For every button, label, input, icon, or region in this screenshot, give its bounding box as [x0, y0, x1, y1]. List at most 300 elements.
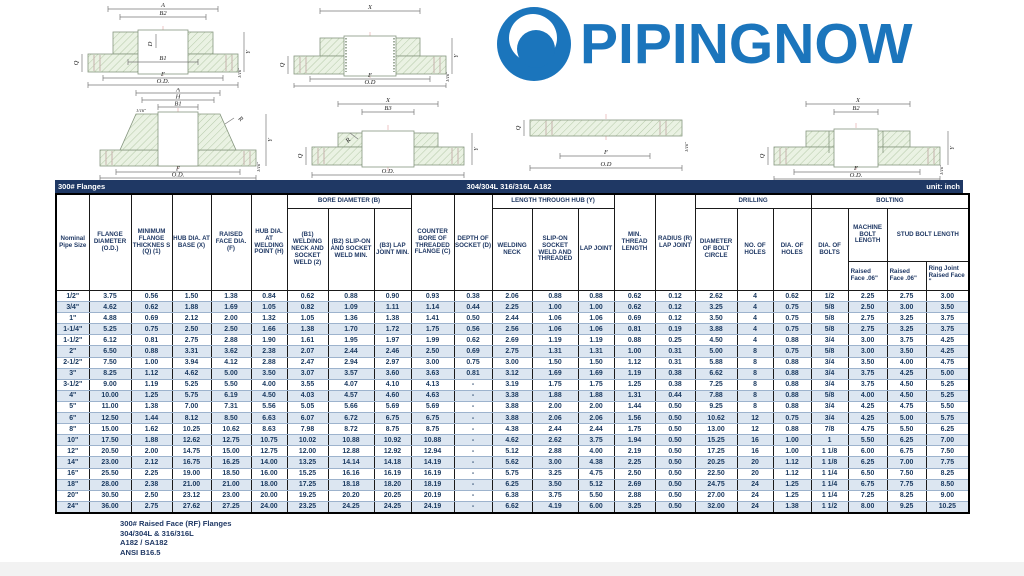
value-cell: 3.00: [887, 302, 926, 313]
value-cell: 2.25: [131, 468, 172, 479]
value-cell: 2.44: [532, 424, 578, 435]
value-cell: 1.00: [614, 346, 655, 357]
value-cell: 8: [737, 390, 773, 401]
value-cell: 1.36: [328, 313, 374, 324]
dim-label: B3: [384, 105, 392, 112]
value-cell: 3.75: [532, 490, 578, 501]
dimension-table: [55, 193, 970, 514]
value-cell: 16.00: [251, 468, 287, 479]
value-cell: 7.98: [287, 424, 328, 435]
value-cell: 0.82: [287, 302, 328, 313]
value-cell: 10.02: [287, 435, 328, 446]
value-cell: 4.19: [532, 501, 578, 513]
value-cell: 7.50: [887, 468, 926, 479]
value-cell: 7.00: [887, 457, 926, 468]
value-cell: 3.75: [578, 435, 614, 446]
value-cell: 0.31: [655, 346, 695, 357]
value-cell: 6.75: [848, 479, 887, 490]
value-cell: 8.63: [251, 424, 287, 435]
value-cell: 2.06: [532, 413, 578, 424]
table-row: [56, 324, 969, 335]
value-cell: 2.75: [131, 501, 172, 513]
value-cell: 2.06: [492, 291, 532, 302]
value-cell: 6.50: [848, 468, 887, 479]
value-cell: 27.62: [172, 501, 211, 513]
value-cell: 3.88: [492, 401, 532, 412]
col-header-dia-holes: DIA. OF HOLES: [773, 209, 811, 291]
value-cell: 24: [737, 479, 773, 490]
value-cell: 3.07: [287, 368, 328, 379]
value-cell: 1.25: [773, 490, 811, 501]
table-row: [56, 390, 969, 401]
table-row: [56, 368, 969, 379]
value-cell: 2.50: [411, 346, 454, 357]
value-cell: 18.00: [251, 479, 287, 490]
value-cell: 3.75: [89, 291, 131, 302]
value-cell: 2.25: [848, 291, 887, 302]
value-cell: 22.50: [695, 468, 737, 479]
flange-dimension-table: [55, 180, 963, 514]
value-cell: 5.00: [695, 346, 737, 357]
col-header-counter-bore: COUNTER BORE OF THREADED FLANGE (C): [411, 194, 454, 291]
value-cell: 4.75: [887, 401, 926, 412]
value-cell: 2.25: [492, 302, 532, 313]
value-cell: 10.25: [172, 424, 211, 435]
value-cell: 4.25: [848, 413, 887, 424]
value-cell: 3.25: [614, 501, 655, 513]
value-cell: 1 1/4: [811, 479, 848, 490]
value-cell: 0.88: [773, 357, 811, 368]
value-cell: 1.12: [773, 457, 811, 468]
value-cell: 7.00: [172, 401, 211, 412]
value-cell: 0.62: [614, 291, 655, 302]
col-header-hub-base: HUB DIA. AT BASE (X): [172, 194, 211, 291]
blind-flange-drawing: [502, 108, 702, 180]
value-cell: 1.00: [773, 446, 811, 457]
value-cell: 1 1/2: [811, 501, 848, 513]
value-cell: 15.00: [89, 424, 131, 435]
value-cell: 0.44: [454, 302, 492, 313]
pipe-size-cell: 4": [56, 390, 89, 401]
pipe-size-cell: 8": [56, 424, 89, 435]
value-cell: 3.31: [172, 346, 211, 357]
pipe-size-cell: 10": [56, 435, 89, 446]
table-row: [56, 435, 969, 446]
value-cell: 5.75: [172, 390, 211, 401]
value-cell: 0.88: [532, 291, 578, 302]
value-cell: 3.50: [532, 479, 578, 490]
value-cell: -: [454, 479, 492, 490]
value-cell: 1 1/4: [811, 468, 848, 479]
value-cell: 2.50: [848, 302, 887, 313]
value-cell: 0.62: [131, 302, 172, 313]
col-header-dia-bolts: DIA. OF BOLTS: [811, 209, 848, 291]
value-cell: 4.50: [887, 390, 926, 401]
value-cell: 2.44: [328, 346, 374, 357]
value-cell: 4.25: [848, 401, 887, 412]
footnote-line: 304/304L & 316/316L: [120, 528, 194, 538]
value-cell: 1.25: [773, 479, 811, 490]
value-cell: 0.19: [655, 324, 695, 335]
dim-label: F: [604, 149, 608, 156]
value-cell: 8: [737, 401, 773, 412]
value-cell: 17.25: [695, 446, 737, 457]
dim-label: R: [236, 115, 245, 124]
value-cell: 4: [737, 324, 773, 335]
pipe-size-cell: 14": [56, 457, 89, 468]
value-cell: 4: [737, 313, 773, 324]
value-cell: 1.90: [251, 335, 287, 346]
value-cell: 1.25: [131, 390, 172, 401]
value-cell: 0.69: [614, 313, 655, 324]
value-cell: 1.41: [411, 313, 454, 324]
value-cell: 0.88: [773, 379, 811, 390]
value-cell: 1.72: [374, 324, 411, 335]
value-cell: 13.25: [287, 457, 328, 468]
value-cell: 23.25: [287, 501, 328, 513]
value-cell: 6.50: [89, 346, 131, 357]
value-cell: -: [454, 435, 492, 446]
value-cell: 0.75: [773, 346, 811, 357]
value-cell: 28.00: [89, 479, 131, 490]
pipingnow-logo-icon: [494, 4, 574, 84]
value-cell: 1.38: [211, 291, 251, 302]
value-cell: 0.12: [655, 291, 695, 302]
value-cell: 5/8: [811, 302, 848, 313]
value-cell: 27.00: [695, 490, 737, 501]
value-cell: 0.75: [773, 313, 811, 324]
value-cell: 8: [737, 346, 773, 357]
dim-label: Y: [453, 54, 460, 58]
dim-label: X: [856, 97, 860, 104]
value-cell: 24: [737, 501, 773, 513]
value-cell: 0.62: [287, 291, 328, 302]
value-cell: 1.70: [328, 324, 374, 335]
value-cell: 3.50: [251, 368, 287, 379]
group-header-bolting: BOLTING: [811, 194, 969, 209]
table-row: [56, 335, 969, 346]
value-cell: 1.38: [773, 501, 811, 513]
value-cell: 15.00: [211, 446, 251, 457]
value-cell: 5.12: [578, 479, 614, 490]
value-cell: 18.50: [211, 468, 251, 479]
value-cell: 2.38: [251, 346, 287, 357]
value-cell: 8.50: [926, 479, 969, 490]
value-cell: 4.00: [848, 390, 887, 401]
value-cell: 8.00: [848, 501, 887, 513]
value-cell: 1.69: [532, 368, 578, 379]
value-cell: 4.38: [578, 457, 614, 468]
value-cell: 4.38: [492, 424, 532, 435]
pipe-size-cell: 3-1/2": [56, 379, 89, 390]
value-cell: 5.56: [251, 401, 287, 412]
value-cell: 5.88: [695, 357, 737, 368]
value-cell: 4.25: [887, 368, 926, 379]
value-cell: 2.75: [848, 313, 887, 324]
value-cell: 10.00: [89, 390, 131, 401]
value-cell: 4: [737, 335, 773, 346]
value-cell: 5.00: [887, 413, 926, 424]
value-cell: 9.00: [89, 379, 131, 390]
value-cell: 2.00: [532, 401, 578, 412]
col-header-pipe-size: Nominal Pipe Size: [56, 194, 89, 291]
value-cell: 4.00: [251, 379, 287, 390]
value-cell: 2.88: [251, 357, 287, 368]
value-cell: 8: [737, 379, 773, 390]
value-cell: 10.88: [328, 435, 374, 446]
value-cell: 0.84: [251, 291, 287, 302]
col-header-od: FLANGE DIAMETER (O.D.): [89, 194, 131, 291]
pipe-size-cell: 2-1/2": [56, 357, 89, 368]
socket-weld-flange-drawing: [742, 95, 970, 180]
pipingnow-logo-text: PIPINGNOW: [580, 12, 913, 76]
value-cell: 8.25: [926, 468, 969, 479]
dim-label: Q: [279, 62, 286, 68]
table-row: [56, 401, 969, 412]
value-cell: 6.75: [887, 446, 926, 457]
value-cell: 10.75: [251, 435, 287, 446]
value-cell: 2.46: [374, 346, 411, 357]
value-cell: 0.93: [411, 291, 454, 302]
value-cell: 2.56: [492, 324, 532, 335]
value-cell: 6.75: [374, 413, 411, 424]
value-cell: 1.95: [328, 335, 374, 346]
pipe-size-cell: 12": [56, 446, 89, 457]
value-cell: 3.62: [211, 346, 251, 357]
group-header-hub-length: LENGTH THROUGH HUB (Y): [492, 194, 614, 209]
dim-label: X: [368, 4, 372, 11]
value-cell: 1.14: [411, 302, 454, 313]
value-cell: 20.50: [89, 446, 131, 457]
value-cell: 1.09: [328, 302, 374, 313]
value-cell: 8: [737, 368, 773, 379]
value-cell: 2.75: [887, 291, 926, 302]
dim-label: B1: [159, 55, 167, 62]
value-cell: 0.81: [131, 335, 172, 346]
value-cell: 0.50: [655, 468, 695, 479]
value-cell: 1.05: [287, 313, 328, 324]
dim-label: B1: [174, 100, 182, 108]
value-cell: 25.50: [89, 468, 131, 479]
pipingnow-logo: [494, 4, 913, 84]
value-cell: 3.63: [411, 368, 454, 379]
dim-label: O.D: [600, 161, 612, 168]
value-cell: 0.38: [655, 379, 695, 390]
value-cell: 0.88: [578, 291, 614, 302]
value-cell: 8: [737, 357, 773, 368]
value-cell: 13.00: [695, 424, 737, 435]
value-cell: 20.00: [251, 490, 287, 501]
dim-label: Y: [267, 138, 274, 142]
value-cell: 1.31: [578, 346, 614, 357]
col-header-b3: (B3) LAP JOINT MIN.: [374, 209, 411, 291]
value-cell: 0.38: [454, 291, 492, 302]
value-cell: 1 1/4: [811, 490, 848, 501]
value-cell: 16.16: [328, 468, 374, 479]
value-cell: 5.69: [411, 401, 454, 412]
table-row: [56, 357, 969, 368]
value-cell: 0.50: [655, 446, 695, 457]
col-header-raised-face: RAISED FACE DIA. (F): [211, 194, 251, 291]
value-cell: 4.62: [89, 302, 131, 313]
value-cell: 1: [811, 435, 848, 446]
value-cell: 4.03: [287, 390, 328, 401]
value-cell: 0.25: [655, 335, 695, 346]
value-cell: 3.12: [492, 368, 532, 379]
value-cell: 5.05: [287, 401, 328, 412]
value-cell: 8.75: [374, 424, 411, 435]
value-cell: 3.00: [848, 335, 887, 346]
value-cell: 1 1/8: [811, 457, 848, 468]
value-cell: 12.94: [411, 446, 454, 457]
col-header-machine-bolt: MACHINE BOLT LENGTH: [848, 209, 887, 262]
group-header-drilling: DRILLING: [695, 194, 811, 209]
value-cell: 0.88: [773, 390, 811, 401]
value-cell: 8.25: [887, 490, 926, 501]
value-cell: 2.00: [211, 313, 251, 324]
value-cell: 1.00: [578, 302, 614, 313]
value-cell: 4.50: [251, 390, 287, 401]
value-cell: 4.00: [887, 357, 926, 368]
pipe-size-cell: 3/4": [56, 302, 89, 313]
value-cell: 6.38: [492, 490, 532, 501]
value-cell: 1.19: [131, 379, 172, 390]
col-header-lap-joint: LAP JOINT: [578, 209, 614, 291]
value-cell: 6.75: [411, 413, 454, 424]
value-cell: 3.25: [532, 468, 578, 479]
value-cell: 5.75: [492, 468, 532, 479]
value-cell: 17.25: [287, 479, 328, 490]
col-header-stud-ring: Ring Joint Raised Face ": [926, 262, 969, 291]
pipe-size-cell: 5": [56, 401, 89, 412]
value-cell: 0.88: [614, 335, 655, 346]
dim-label: B2: [159, 10, 167, 17]
table-row: [56, 413, 969, 424]
value-cell: 1.94: [614, 435, 655, 446]
dim-label: X: [386, 97, 390, 104]
table-row: [56, 490, 969, 501]
value-cell: 5.00: [926, 368, 969, 379]
pipe-size-cell: 1-1/2": [56, 335, 89, 346]
value-cell: 2.94: [328, 357, 374, 368]
dim-label: A: [161, 2, 165, 9]
table-row: [56, 479, 969, 490]
value-cell: 1.50: [578, 357, 614, 368]
value-cell: 3/4: [811, 368, 848, 379]
value-cell: 1.50: [532, 357, 578, 368]
value-cell: 2.47: [287, 357, 328, 368]
value-cell: 20.20: [328, 490, 374, 501]
col-header-slip-on: SLIP-ON SOCKET WELD AND THREADED: [532, 209, 578, 291]
value-cell: 2.12: [131, 457, 172, 468]
value-cell: 2.19: [614, 446, 655, 457]
pipe-size-cell: 16": [56, 468, 89, 479]
value-cell: 1.05: [251, 302, 287, 313]
value-cell: 3.19: [492, 379, 532, 390]
dim-label: D: [147, 41, 154, 47]
value-cell: 10.62: [695, 413, 737, 424]
value-cell: 7.25: [848, 490, 887, 501]
value-cell: 14.75: [172, 446, 211, 457]
value-cell: 0.50: [655, 490, 695, 501]
value-cell: 7.50: [89, 357, 131, 368]
value-cell: 5.25: [926, 379, 969, 390]
value-cell: 1.19: [614, 368, 655, 379]
table-material: 304/304L 316/316L A182: [466, 182, 552, 191]
value-cell: 8.50: [211, 413, 251, 424]
table-row: [56, 379, 969, 390]
col-header-stud-bolt: STUD BOLT LENGTH: [887, 209, 969, 262]
value-cell: 2.50: [131, 490, 172, 501]
footnote-line: 300# Raised Face (RF) Flanges: [120, 519, 232, 528]
value-cell: 3.57: [328, 368, 374, 379]
value-cell: 0.50: [655, 424, 695, 435]
value-cell: 6.00: [848, 446, 887, 457]
value-cell: 3.00: [926, 291, 969, 302]
value-cell: 24.00: [251, 501, 287, 513]
value-cell: 3.00: [532, 457, 578, 468]
value-cell: 4.75: [578, 468, 614, 479]
value-cell: 1.38: [374, 313, 411, 324]
value-cell: 0.75: [773, 302, 811, 313]
pipe-size-cell: 3": [56, 368, 89, 379]
value-cell: 17.50: [89, 435, 131, 446]
pipe-size-cell: 1": [56, 313, 89, 324]
value-cell: 15.25: [287, 468, 328, 479]
value-cell: 2.75: [492, 346, 532, 357]
dim-label: Y: [245, 50, 252, 54]
value-cell: 4.07: [328, 379, 374, 390]
value-cell: 6.62: [695, 368, 737, 379]
value-cell: 1.99: [411, 335, 454, 346]
value-cell: 2.12: [172, 313, 211, 324]
value-cell: 3/4: [811, 335, 848, 346]
value-cell: 6.12: [89, 335, 131, 346]
value-cell: 7.50: [926, 446, 969, 457]
value-cell: 1.11: [374, 302, 411, 313]
footnotes: [120, 519, 231, 557]
value-cell: 0.88: [131, 346, 172, 357]
value-cell: -: [454, 390, 492, 401]
value-cell: 12.50: [89, 413, 131, 424]
value-cell: 4.57: [328, 390, 374, 401]
dim-label: Q: [297, 153, 304, 159]
value-cell: 19.00: [172, 468, 211, 479]
pipe-size-cell: 2": [56, 346, 89, 357]
value-cell: 0.50: [655, 401, 695, 412]
col-header-b2: (B2) SLIP-ON AND SOCKET WELD MIN.: [328, 209, 374, 291]
value-cell: 7.00: [926, 435, 969, 446]
value-cell: 16.19: [374, 468, 411, 479]
value-cell: 12: [737, 413, 773, 424]
value-cell: 5.25: [172, 379, 211, 390]
value-cell: 0.56: [131, 291, 172, 302]
value-cell: 14.18: [374, 457, 411, 468]
value-cell: 0.31: [655, 357, 695, 368]
value-cell: 9.25: [695, 401, 737, 412]
value-cell: 2.62: [532, 435, 578, 446]
value-cell: 7.25: [695, 379, 737, 390]
col-header-min-thickness: MINIMUM FLANGE THICKNES S (Q) (1): [131, 194, 172, 291]
value-cell: 2.69: [492, 335, 532, 346]
value-cell: 12.00: [287, 446, 328, 457]
value-cell: 2.50: [172, 324, 211, 335]
value-cell: 4: [737, 291, 773, 302]
value-cell: 3.55: [287, 379, 328, 390]
value-cell: 18.20: [374, 479, 411, 490]
value-cell: 4.25: [926, 335, 969, 346]
value-cell: 8.72: [328, 424, 374, 435]
